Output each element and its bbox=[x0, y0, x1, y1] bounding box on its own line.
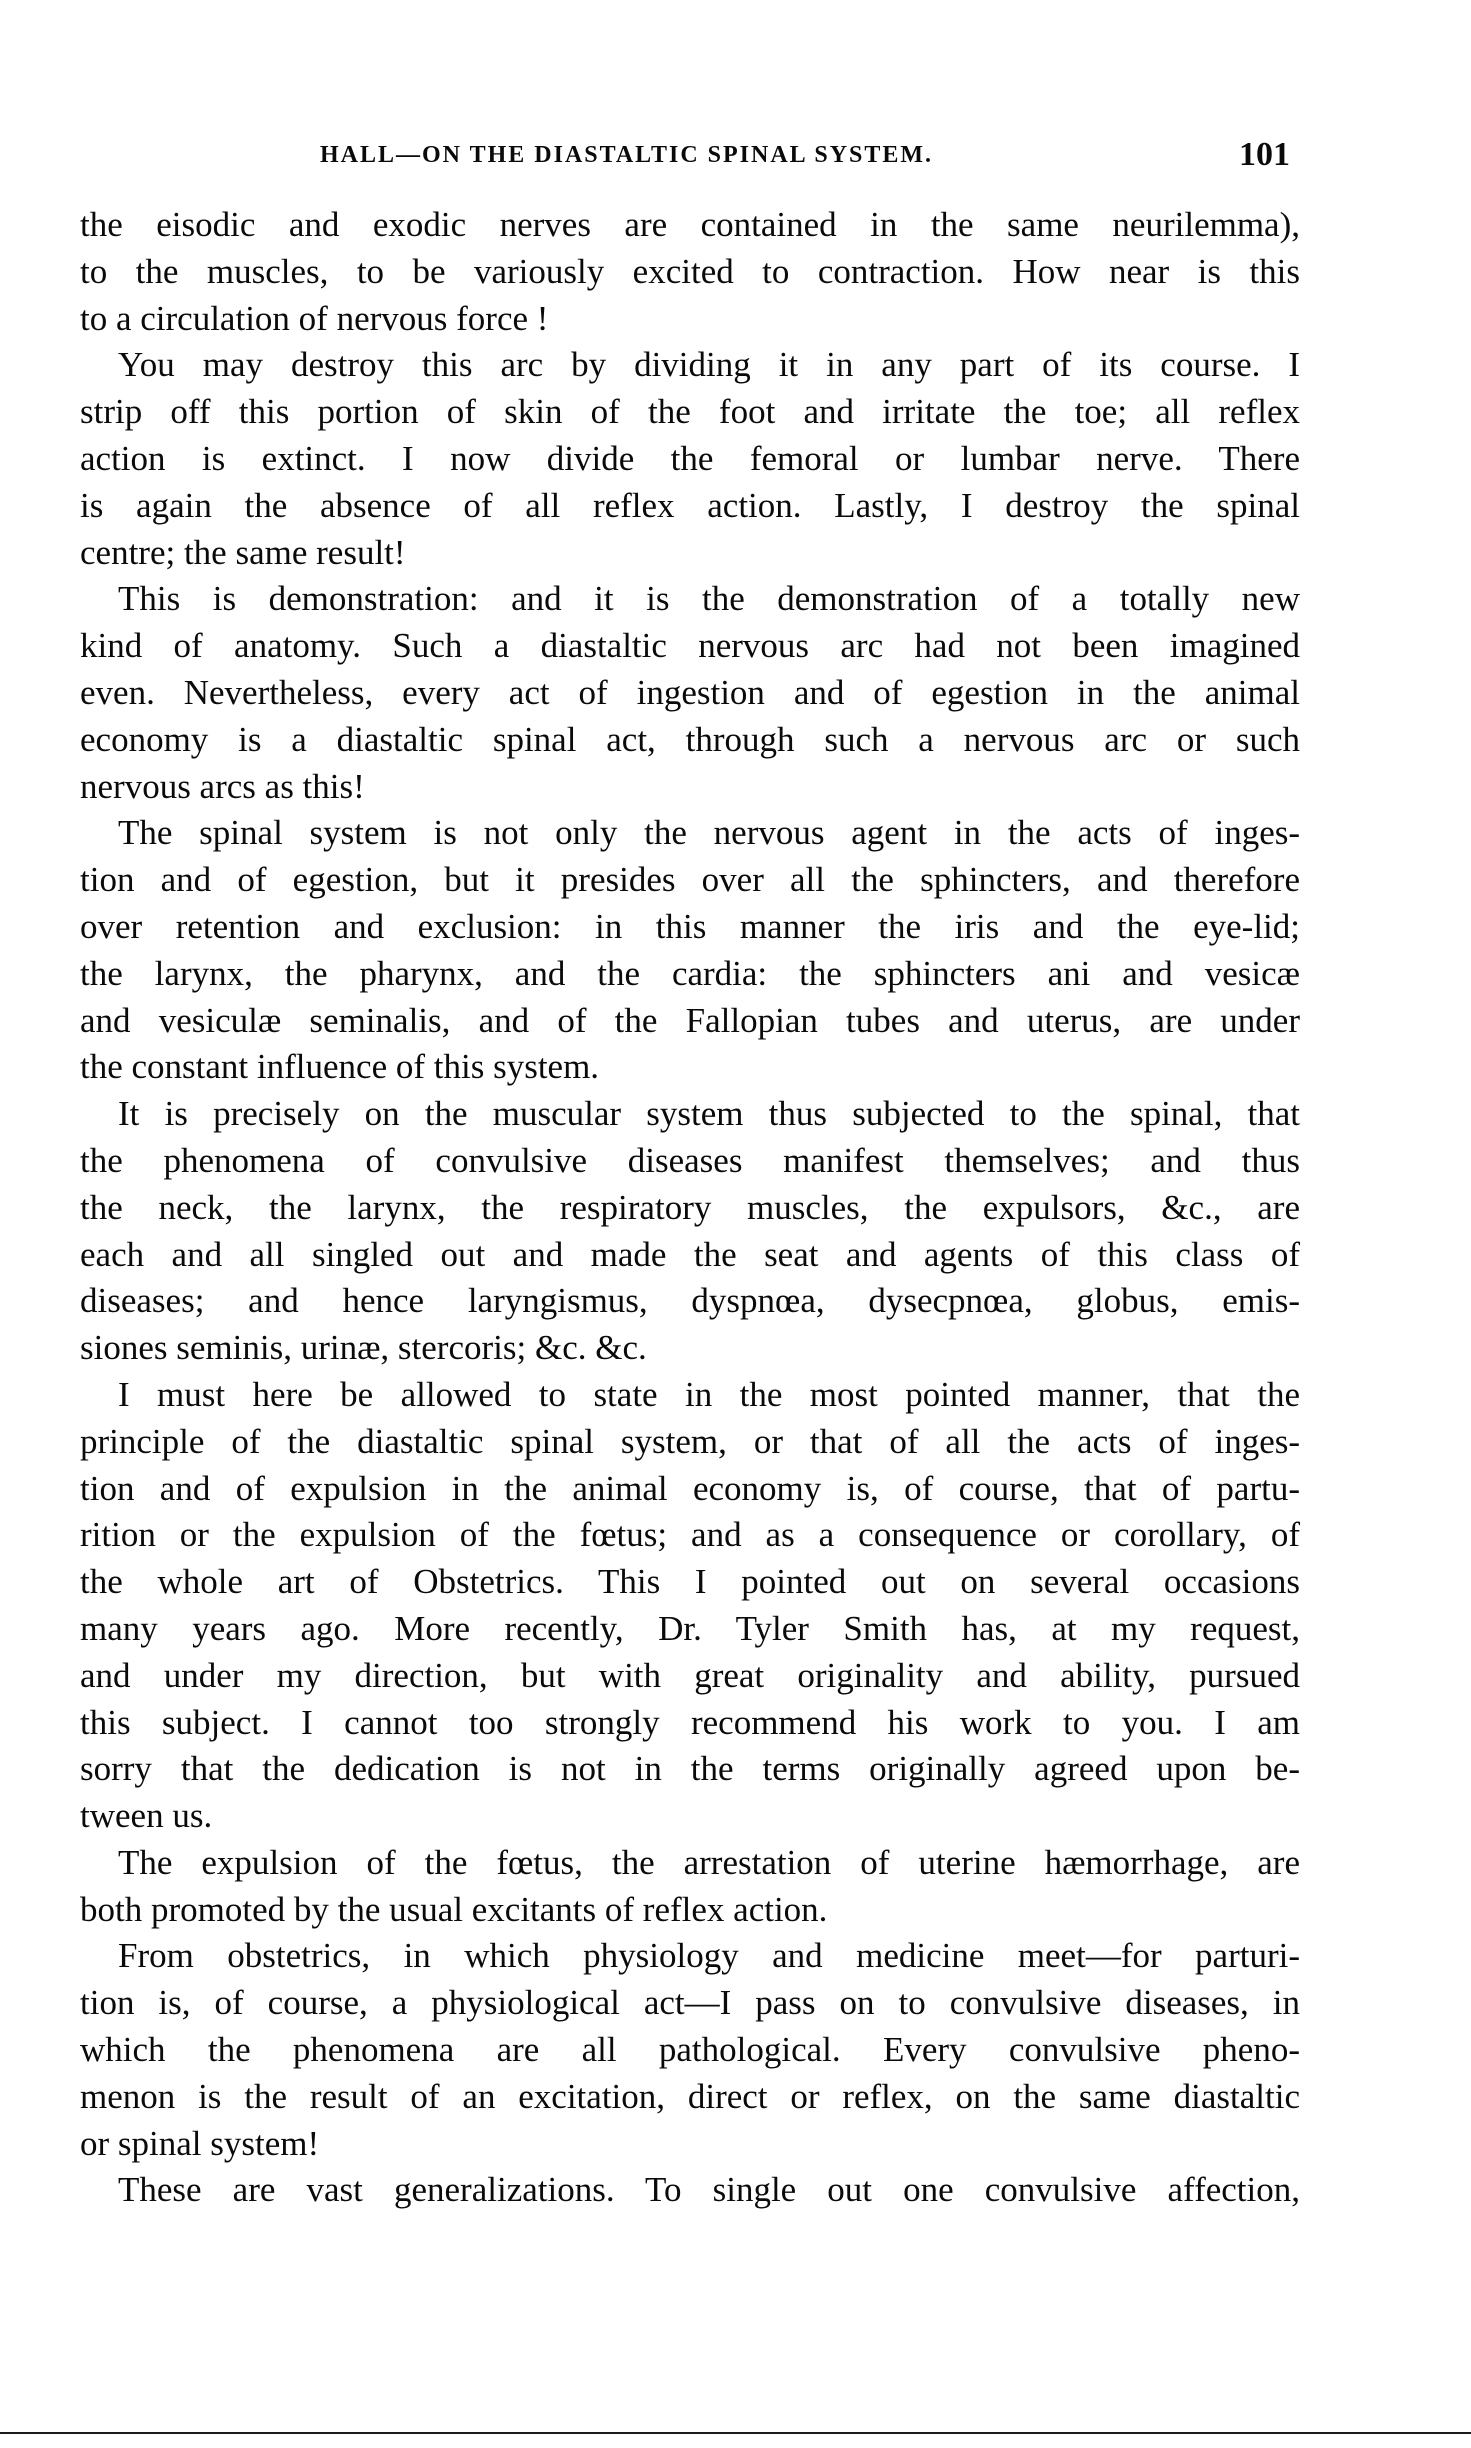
text-line: the larynx, the pharynx, and the cardia: the sphincters ani and vesicæ bbox=[80, 953, 1300, 993]
text-line: the neck, the larynx, the respiratory muscles, the expulsors, &c., are bbox=[80, 1187, 1300, 1227]
text-line: diseases; and hence laryngismus, dyspnœa, dysecpnœa, globus, emis- bbox=[80, 1281, 1300, 1321]
text-line: This is demonstration: and it is the demonstration of a totally new bbox=[118, 579, 1300, 619]
text-line: economy is a diastaltic spinal act, through such a nervous arc or such bbox=[80, 719, 1300, 759]
text-line: rition or the expulsion of the fœtus; and as a consequence or corollary, of bbox=[80, 1515, 1300, 1555]
running-head bbox=[80, 136, 1290, 186]
text-line: this subject. I cannot too strongly recommend his work to you. I am bbox=[80, 1702, 1300, 1742]
running-title: HALL—ON THE DIASTALTIC SPINAL SYSTEM. bbox=[320, 142, 934, 168]
text-line: the whole art of Obstetrics. This I pointed out on several occasions bbox=[80, 1562, 1300, 1602]
text-line: tion is, of course, a physiological act—I pass on to convulsive diseases, in bbox=[80, 1983, 1300, 2023]
text-line: strip off this portion of skin of the foot and irritate the toe; all reflex bbox=[80, 392, 1300, 432]
text-line: to a circulation of nervous force ! bbox=[80, 298, 549, 338]
text-line: siones seminis, urinæ, stercoris; &c. &c. bbox=[80, 1328, 647, 1368]
text-line: the constant influence of this system. bbox=[80, 1047, 600, 1087]
text-line: sorry that the dedication is not in the terms originally agreed upon be- bbox=[80, 1749, 1300, 1789]
page-number: 101 bbox=[1239, 136, 1290, 173]
page-bottom-rule bbox=[0, 2432, 1471, 2434]
text-line: over retention and exclusion: in this manner the iris and the eye-lid; bbox=[80, 906, 1300, 946]
text-line: These are vast generalizations. To single out one convulsive affection, bbox=[118, 2170, 1300, 2210]
text-line: nervous arcs as this! bbox=[80, 766, 365, 806]
text-line: both promoted by the usual excitants of reflex action. bbox=[80, 1889, 828, 1929]
text-line: I must here be allowed to state in the most pointed manner, that the bbox=[118, 1374, 1300, 1414]
text-line: kind of anatomy. Such a diastaltic nervous arc had not been imagined bbox=[80, 626, 1300, 666]
text-line: It is precisely on the muscular system thus subjected to the spinal, that bbox=[118, 1094, 1300, 1134]
text-line: the eisodic and exodic nerves are contained in the same neurilemma), bbox=[80, 205, 1300, 244]
text-line: is again the absence of all reflex action. Lastly, I destroy the spinal bbox=[80, 485, 1300, 525]
text-line: tion and of egestion, but it presides over all the sphincters, and therefore bbox=[80, 860, 1300, 900]
text-line: You may destroy this arc by dividing it in any part of its course. I bbox=[118, 345, 1300, 385]
text-line: principle of the diastaltic spinal system, or that of all the acts of inges- bbox=[80, 1421, 1300, 1461]
text-line: action is extinct. I now divide the femoral or lumbar nerve. There bbox=[80, 438, 1300, 478]
text-line: The expulsion of the fœtus, the arrestation of uterine hæmorrhage, are bbox=[118, 1842, 1300, 1882]
text-line: or spinal system! bbox=[80, 2123, 320, 2163]
text-line: even. Nevertheless, every act of ingestion and of egestion in the animal bbox=[80, 672, 1300, 712]
text-line: tion and of expulsion in the animal economy is, of course, that of partu- bbox=[80, 1468, 1300, 1508]
text-line: tween us. bbox=[80, 1796, 213, 1836]
text-line: menon is the result of an excitation, direct or reflex, on the same diastaltic bbox=[80, 2076, 1300, 2116]
text-line: many years ago. More recently, Dr. Tyler Smith has, at my request, bbox=[80, 1608, 1300, 1648]
text-line: centre; the same result! bbox=[80, 532, 406, 572]
text-line: to the muscles, to be variously excited to contraction. How near is this bbox=[80, 251, 1300, 291]
text-line: and under my direction, but with great originality and ability, pursued bbox=[80, 1655, 1300, 1695]
text-line: each and all singled out and made the seat and agents of this class of bbox=[80, 1234, 1300, 1274]
text-line: From obstetrics, in which physiology and medicine meet—for parturi- bbox=[118, 1936, 1300, 1976]
text-line: the phenomena of convulsive diseases manifest themselves; and thus bbox=[80, 1140, 1300, 1180]
text-line: The spinal system is not only the nervous agent in the acts of inges- bbox=[118, 813, 1300, 853]
text-line: and vesiculæ seminalis, and of the Fallopian tubes and uterus, are under bbox=[80, 1000, 1300, 1040]
text-line: which the phenomena are all pathological. Every convulsive pheno- bbox=[80, 2030, 1300, 2070]
body-text bbox=[80, 202, 1300, 2214]
